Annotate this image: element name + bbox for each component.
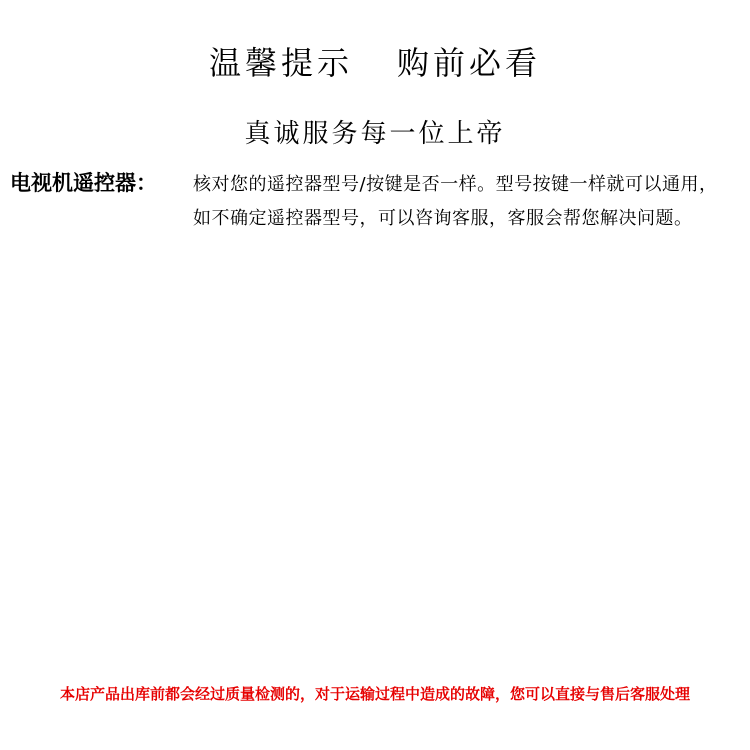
- page-title: [0, 38, 750, 84]
- notice-label: 电视机遥控器：: [10, 171, 157, 195]
- title-right: 购前必看: [397, 44, 542, 82]
- title-left: 温馨提示: [208, 44, 353, 82]
- notice-text: 核对您的遥控器型号/按键是否一样。型号按键一样就可以通用，如不确定遥控器型号，可以咨询客服，客服会帮您解决问题。: [193, 174, 718, 229]
- subtitle: 真诚服务每一位上帝: [244, 119, 506, 149]
- footer-disclaimer: 本店产品出库前都会经过质量检测的，对于运输过程中造成的故障，您可以直接与售后客服处理: [59, 685, 690, 703]
